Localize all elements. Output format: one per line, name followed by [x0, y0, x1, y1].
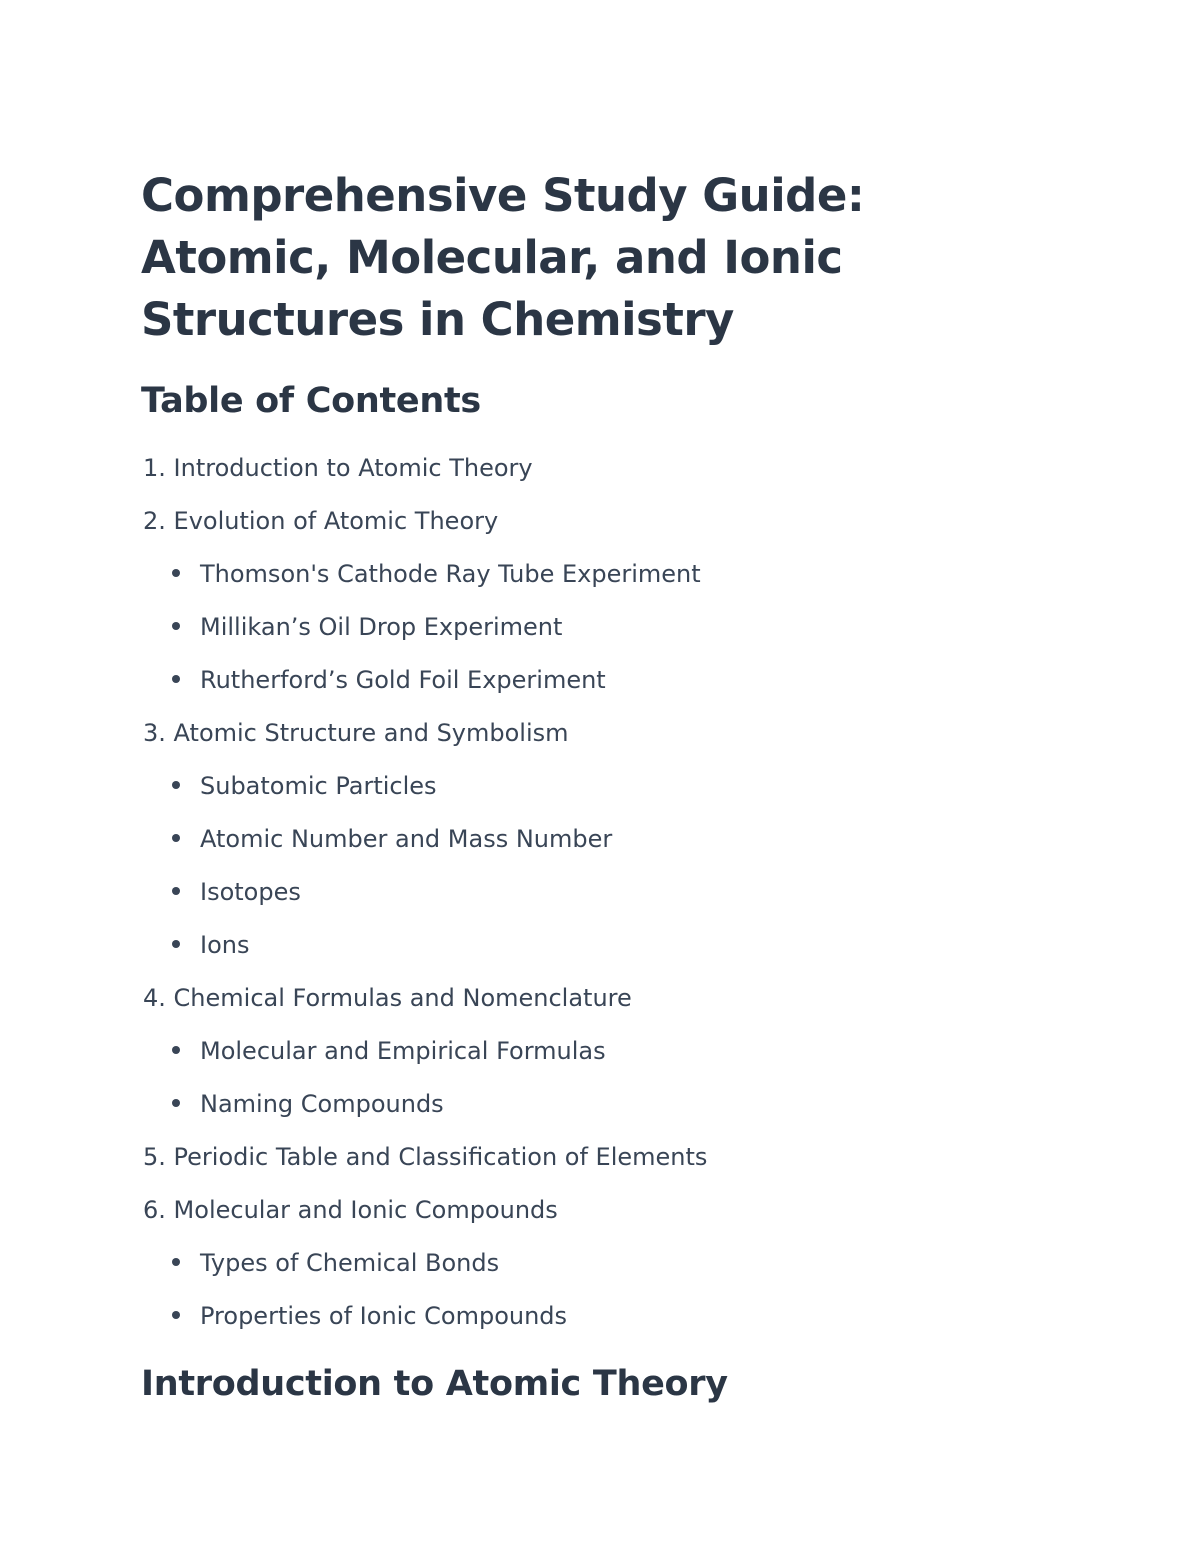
toc-item-formulas[interactable]	[143, 982, 632, 1014]
toc-heading: Table of Contents	[141, 381, 481, 421]
toc-subitem-label: Rutherford’s Gold Foil Experiment	[200, 666, 606, 694]
toc-subitem-label: Isotopes	[200, 878, 301, 906]
toc-item-number: 2.	[143, 507, 166, 535]
toc-item-number: 6.	[143, 1196, 166, 1224]
bullet-icon	[172, 1046, 180, 1054]
toc-item-label: Chemical Formulas and Nomenclature	[173, 984, 632, 1012]
toc-subitem-bonds[interactable]	[172, 1247, 499, 1279]
toc-item-number: 4.	[143, 984, 166, 1012]
toc-item-compounds[interactable]	[143, 1194, 558, 1226]
toc-subitem-thomson[interactable]	[172, 558, 701, 590]
bullet-icon	[172, 1099, 180, 1107]
section-heading: Introduction to Atomic Theory	[141, 1364, 728, 1404]
toc-subitem-millikan[interactable]	[172, 611, 562, 643]
toc-subitem-label: Types of Chemical Bonds	[200, 1249, 500, 1277]
toc-subitem-label: Naming Compounds	[200, 1090, 444, 1118]
bullet-icon	[172, 622, 180, 630]
toc-subitem-rutherford[interactable]	[172, 664, 606, 696]
bullet-icon	[172, 675, 180, 683]
toc-subitem-subatomic[interactable]	[172, 770, 437, 802]
toc-item-label: Molecular and Ionic Compounds	[173, 1196, 558, 1224]
toc-subitem-ions[interactable]	[172, 929, 249, 961]
toc-item-label: Evolution of Atomic Theory	[173, 507, 499, 535]
toc-subitem-label: Millikan’s Oil Drop Experiment	[200, 613, 563, 641]
toc-item-periodic-table[interactable]	[143, 1141, 707, 1173]
toc-item-number: 5.	[143, 1143, 166, 1171]
page-title: Comprehensive Study Guide: Atomic, Molecular, and Ionic Structures in Chemistry	[141, 169, 865, 346]
bullet-icon	[172, 1311, 180, 1319]
toc-subitem-label: Thomson's Cathode Ray Tube Experiment	[200, 560, 701, 588]
bullet-icon	[172, 569, 180, 577]
toc-subitem-label: Ions	[200, 931, 250, 959]
bullet-icon	[172, 834, 180, 842]
toc-item-introduction[interactable]	[143, 452, 533, 484]
toc-subitem-label: Molecular and Empirical Formulas	[200, 1037, 606, 1065]
toc-item-label: Introduction to Atomic Theory	[173, 454, 533, 482]
toc-item-atomic-structure[interactable]	[143, 717, 569, 749]
bullet-icon	[172, 940, 180, 948]
toc-item-label: Atomic Structure and Symbolism	[173, 719, 569, 747]
toc-item-evolution[interactable]	[143, 505, 498, 537]
bullet-icon	[172, 781, 180, 789]
toc-item-number: 3.	[143, 719, 166, 747]
bullet-icon	[172, 1258, 180, 1266]
toc-subitem-ionic-properties[interactable]	[172, 1300, 567, 1332]
bullet-icon	[172, 887, 180, 895]
toc-subitem-label: Subatomic Particles	[200, 772, 437, 800]
toc-subitem-label: Atomic Number and Mass Number	[200, 825, 613, 853]
toc-subitem-isotopes[interactable]	[172, 876, 301, 908]
toc-item-number: 1.	[143, 454, 166, 482]
toc-item-label: Periodic Table and Classification of Elements	[173, 1143, 708, 1171]
toc-subitem-naming[interactable]	[172, 1088, 444, 1120]
toc-subitem-label: Properties of Ionic Compounds	[200, 1302, 568, 1330]
toc-subitem-atomic-number[interactable]	[172, 823, 612, 855]
toc-subitem-empirical[interactable]	[172, 1035, 606, 1067]
